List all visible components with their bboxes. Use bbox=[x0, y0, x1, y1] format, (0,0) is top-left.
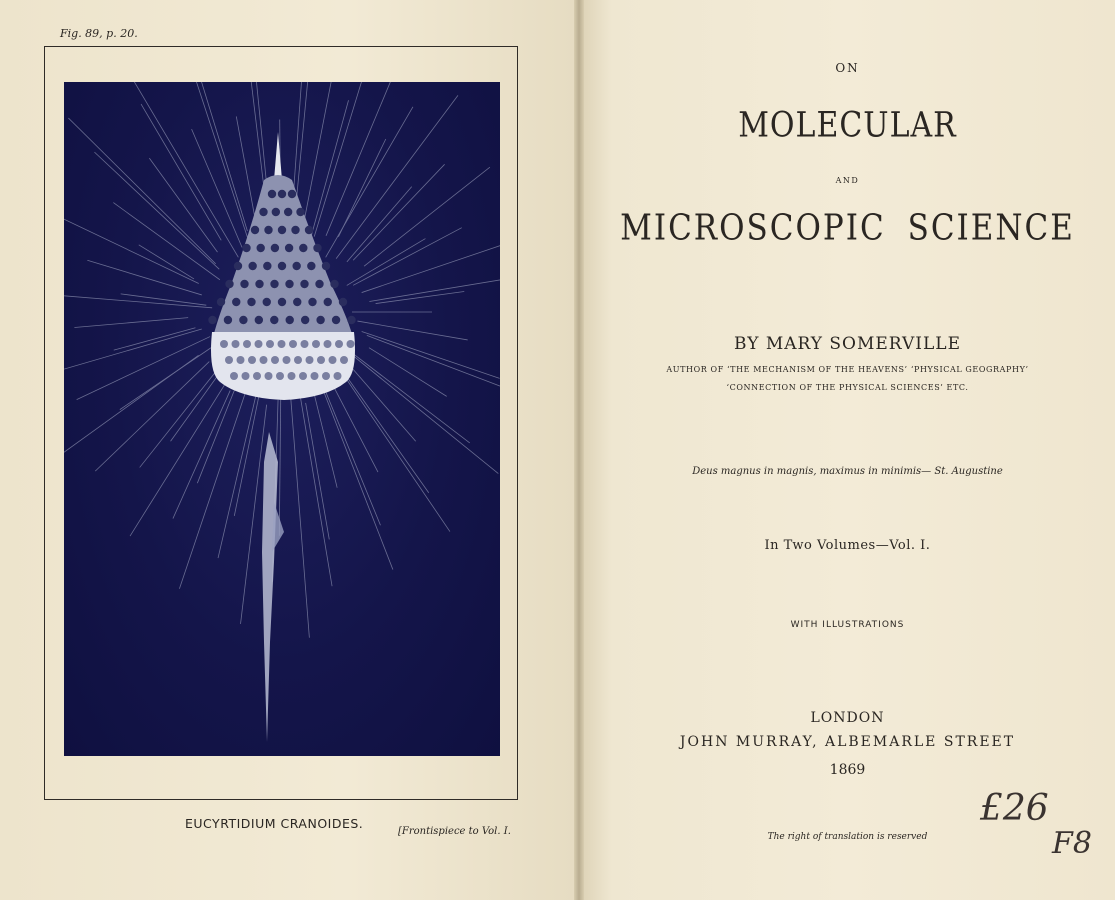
lattice-hole bbox=[288, 190, 296, 198]
lattice-hole bbox=[278, 298, 286, 306]
spine-ray bbox=[241, 405, 267, 624]
handwritten-price: £26 bbox=[980, 788, 1049, 829]
spine-ray bbox=[306, 403, 330, 539]
collar-hole bbox=[255, 340, 263, 348]
collar-hole bbox=[299, 372, 307, 380]
spine-ray bbox=[68, 118, 215, 264]
spine-ray bbox=[300, 82, 349, 244]
spine-ray bbox=[279, 394, 280, 536]
spine-ray bbox=[197, 387, 235, 483]
spine-ray bbox=[347, 187, 412, 262]
spine-ray bbox=[114, 328, 196, 350]
collar-hole bbox=[312, 340, 320, 348]
spine-ray bbox=[347, 351, 498, 474]
spine-ray bbox=[123, 82, 238, 257]
collar-hole bbox=[322, 372, 330, 380]
spine-ray bbox=[343, 346, 470, 443]
collar-hole bbox=[306, 356, 314, 364]
spine-ray bbox=[347, 362, 416, 441]
lattice-hole bbox=[263, 298, 271, 306]
collar-hole bbox=[230, 372, 238, 380]
collar-hole bbox=[232, 340, 240, 348]
title-molecular: MOLECULAR bbox=[738, 105, 957, 146]
lattice-hole bbox=[270, 316, 278, 324]
publication-year: 1869 bbox=[829, 762, 866, 778]
collar-hole bbox=[289, 340, 297, 348]
spine-ray bbox=[357, 321, 467, 340]
lattice-hole bbox=[324, 298, 332, 306]
lattice-hole bbox=[248, 262, 256, 270]
lattice-hole bbox=[270, 280, 278, 288]
collar-hole bbox=[237, 356, 245, 364]
collar-hole bbox=[225, 356, 233, 364]
lattice-hole bbox=[208, 316, 216, 324]
lattice-hole bbox=[278, 190, 286, 198]
publisher-name: JOHN MURRAY, ALBEMARLE STREET bbox=[679, 734, 1016, 750]
figure-reference: Fig. 89, p. 20. bbox=[60, 27, 138, 40]
lattice-hole bbox=[313, 244, 321, 252]
author-byline: BY MARY SOMERVILLE bbox=[734, 334, 961, 354]
lattice-hole bbox=[272, 208, 280, 216]
spine-ray bbox=[139, 245, 194, 279]
spine-ray bbox=[362, 331, 500, 378]
lattice-hole bbox=[339, 298, 347, 306]
collar-hole bbox=[301, 340, 309, 348]
plate-caption: EUCYRTIDIUM CRANOIDES. bbox=[185, 816, 364, 831]
lattice-hole bbox=[285, 244, 293, 252]
title-microscopic-science: MICROSCOPIC SCIENCE bbox=[620, 207, 1075, 249]
lattice-hole bbox=[240, 280, 248, 288]
collar-hole bbox=[276, 372, 284, 380]
spine-ray bbox=[367, 335, 500, 398]
title-and: AND bbox=[835, 176, 860, 185]
collar-hole bbox=[329, 356, 337, 364]
spine-ray bbox=[236, 116, 255, 221]
collar-hole bbox=[248, 356, 256, 364]
spine-ray bbox=[347, 239, 426, 286]
spine-ray bbox=[179, 386, 247, 588]
spine-ray bbox=[364, 167, 490, 266]
spine-ray bbox=[369, 348, 447, 397]
lattice-hole bbox=[332, 316, 340, 324]
collar-hole bbox=[283, 356, 291, 364]
lattice-hole bbox=[232, 298, 240, 306]
lattice-hole bbox=[300, 280, 308, 288]
lattice-hole bbox=[263, 262, 271, 270]
title-on: ON bbox=[835, 61, 860, 75]
lattice-hole bbox=[257, 244, 265, 252]
spine-ray bbox=[234, 379, 262, 516]
lattice-hole bbox=[224, 316, 232, 324]
lattice-hole bbox=[299, 244, 307, 252]
spine-ray bbox=[95, 362, 209, 472]
spine-ray bbox=[94, 152, 219, 269]
collar-hole bbox=[266, 340, 274, 348]
spine-ray bbox=[321, 384, 393, 569]
lattice-hole bbox=[247, 298, 255, 306]
illustrations-note: WITH ILLUSTRATIONS bbox=[790, 620, 905, 630]
lattice-hole bbox=[322, 262, 330, 270]
lattice-hole bbox=[278, 226, 286, 234]
lattice-hole bbox=[255, 280, 263, 288]
collar-hole bbox=[220, 340, 228, 348]
lattice-hole bbox=[315, 280, 323, 288]
spine-ray bbox=[64, 355, 199, 463]
lattice-hole bbox=[291, 226, 299, 234]
motto: Deus magnus in magnis, maximus in minimis— St. Augustine bbox=[692, 466, 1003, 477]
author-credits-line-2: ‘CONNECTION OF THE PHYSICAL SCIENCES’ ETC. bbox=[726, 383, 969, 392]
lattice-hole bbox=[305, 226, 313, 234]
spine-ray bbox=[345, 374, 429, 493]
lattice-hole bbox=[284, 208, 292, 216]
spine-ray bbox=[74, 318, 188, 328]
collar-hole bbox=[243, 340, 251, 348]
spine-ray bbox=[320, 378, 380, 525]
volume-info: In Two Volumes—Vol. I. bbox=[764, 538, 931, 553]
author-credits-line-1: AUTHOR OF ‘THE MECHANISM OF THE HEAVENS’ ‘PHYSICAL GEOGRAPHY’ bbox=[666, 365, 1029, 374]
spine-ray bbox=[173, 390, 230, 518]
rights-notice: The right of translation is reserved bbox=[767, 832, 928, 842]
spine-ray bbox=[338, 139, 385, 237]
spine-ray bbox=[326, 107, 413, 258]
collar-hole bbox=[242, 372, 250, 380]
spine-ray bbox=[64, 329, 202, 378]
collar-hole bbox=[324, 340, 332, 348]
collar-hole bbox=[340, 356, 348, 364]
frontispiece-label: [Frontispiece to Vol. I. bbox=[398, 826, 511, 837]
lattice-hole bbox=[292, 262, 300, 270]
spine-ray bbox=[314, 82, 368, 237]
lattice-hole bbox=[347, 316, 355, 324]
spine-ray bbox=[290, 388, 309, 638]
handwritten-initials: F8 bbox=[1052, 826, 1092, 861]
collar-hole bbox=[260, 356, 268, 364]
lattice-hole bbox=[285, 280, 293, 288]
lattice-hole bbox=[264, 226, 272, 234]
lattice-hole bbox=[293, 298, 301, 306]
lattice-hole bbox=[307, 262, 315, 270]
spine-ray bbox=[141, 104, 221, 240]
lattice-hole bbox=[251, 226, 259, 234]
lattice-hole bbox=[255, 316, 263, 324]
collar-hole bbox=[265, 372, 273, 380]
lattice-hole bbox=[239, 316, 247, 324]
lattice-hole bbox=[296, 208, 304, 216]
collar-hole bbox=[278, 340, 286, 348]
lattice-hole bbox=[278, 262, 286, 270]
radiolarian-illustration bbox=[64, 82, 500, 756]
collar-hole bbox=[271, 356, 279, 364]
spine-ray bbox=[130, 365, 237, 536]
spine-ray bbox=[347, 380, 450, 532]
lattice-hole bbox=[286, 316, 294, 324]
spine-ray bbox=[326, 82, 410, 236]
lattice-hole bbox=[259, 208, 267, 216]
lattice-hole bbox=[330, 280, 338, 288]
lattice-hole bbox=[308, 298, 316, 306]
spine-ray bbox=[194, 82, 247, 238]
collar-hole bbox=[288, 372, 296, 380]
collar-hole bbox=[294, 356, 302, 364]
frontispiece-plate bbox=[64, 82, 500, 756]
lattice-hole bbox=[217, 298, 225, 306]
spine-ray bbox=[87, 260, 201, 295]
collar-hole bbox=[334, 372, 342, 380]
collar-hole bbox=[317, 356, 325, 364]
lattice-hole bbox=[242, 244, 250, 252]
spine-ray bbox=[336, 95, 458, 258]
lattice-hole bbox=[268, 190, 276, 198]
lattice-hole bbox=[271, 244, 279, 252]
collar-hole bbox=[253, 372, 261, 380]
spine-ray bbox=[218, 384, 258, 558]
collar-hole bbox=[347, 340, 355, 348]
lattice-hole bbox=[301, 316, 309, 324]
lattice-hole bbox=[234, 262, 242, 270]
collar-hole bbox=[311, 372, 319, 380]
spine-ray bbox=[369, 272, 500, 301]
publisher-city: LONDON bbox=[810, 710, 885, 726]
lattice-hole bbox=[225, 280, 233, 288]
spine-ray bbox=[310, 100, 349, 241]
collar-hole bbox=[335, 340, 343, 348]
lattice-hole bbox=[316, 316, 324, 324]
